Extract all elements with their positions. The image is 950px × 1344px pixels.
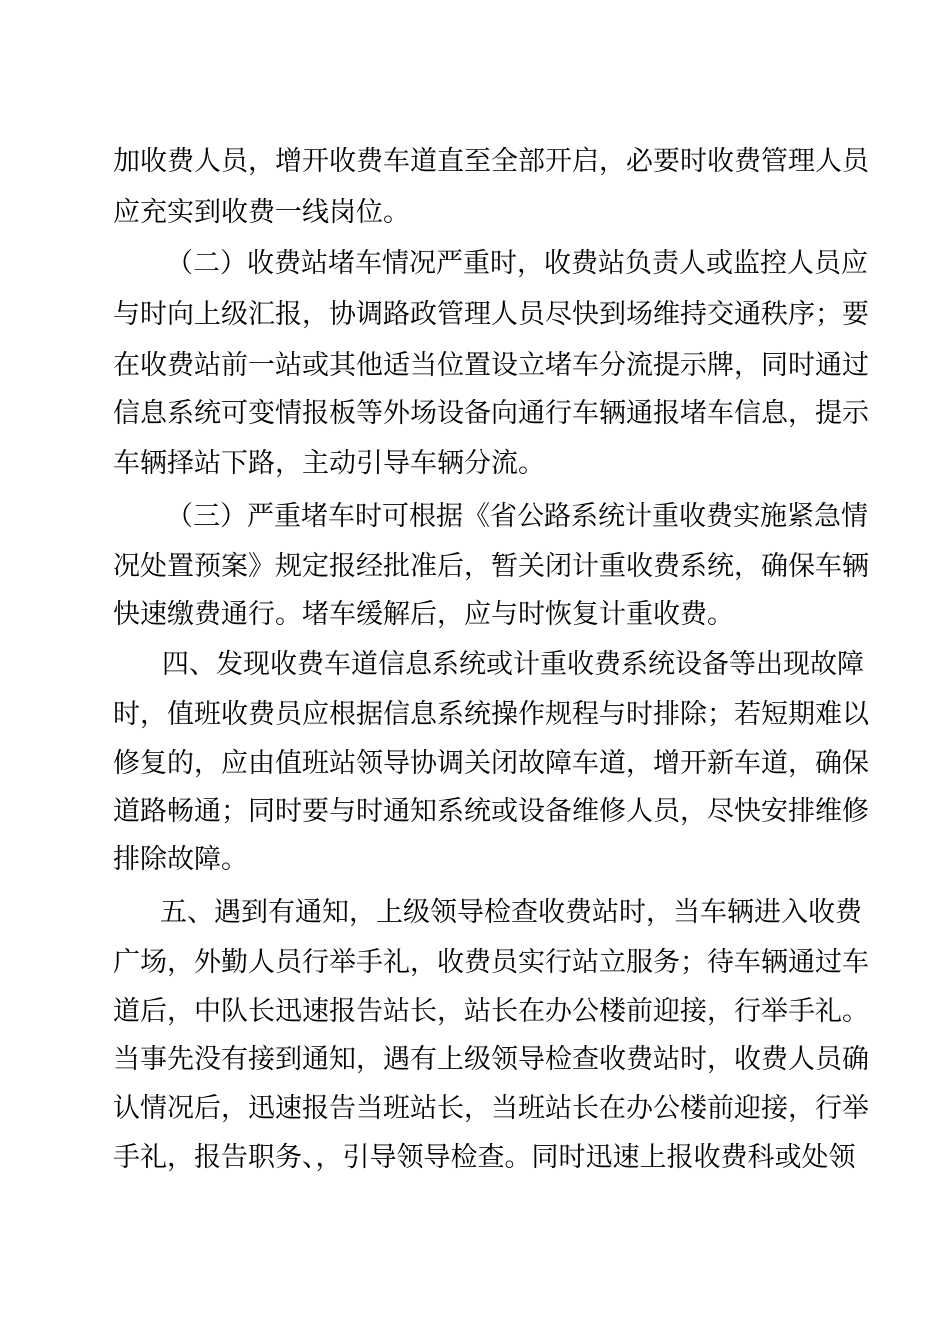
text-line: 况处置预案》规定报经批准后，暂关闭计重收费系统，确保车辆 bbox=[113, 551, 869, 582]
text-line: 道后，中队长迅速报告站长，站长在办公楼前迎接，行举手礼。 bbox=[113, 996, 869, 1027]
text-line: 认情况后，迅速报告当班站长，当班站长在办公楼前迎接，行举 bbox=[113, 1093, 869, 1124]
text-line: 广场，外勤人员行举手礼，收费员实行站立服务；待车辆通过车 bbox=[113, 947, 869, 978]
text-line: 与时向上级汇报，协调路政管理人员尽快到场维持交通秩序；要 bbox=[113, 299, 869, 330]
text-line: 加收费人员，增开收费车道直至全部开启，必要时收费管理人员 bbox=[113, 146, 869, 177]
text-line: 四、发现收费车道信息系统或计重收费系统设备等出现故障 bbox=[162, 649, 864, 680]
text-line: 应充实到收费一线岗位。 bbox=[113, 197, 410, 228]
text-line: （二）收费站堵车情况严重时，收费站负责人或监控人员应 bbox=[166, 248, 868, 279]
text-line: 快速缴费通行。堵车缓解后，应与时恢复计重收费。 bbox=[113, 599, 734, 630]
text-line: （三）严重堵车时可根据《省公路系统计重收费实施紧急情 bbox=[166, 501, 868, 532]
text-line: 五、遇到有通知，上级领导检查收费站时，当车辆进入收费 bbox=[160, 897, 862, 928]
text-line: 信息系统可变情报板等外场设备向通行车辆通报堵车信息，提示 bbox=[113, 398, 869, 429]
text-line: 时，值班收费员应根据信息系统操作规程与时排除；若短期难以 bbox=[113, 699, 869, 730]
text-line: 当事先没有接到通知，遇有上级领导检查收费站时，收费人员确 bbox=[113, 1044, 869, 1075]
text-line: 排除故障。 bbox=[113, 844, 248, 875]
text-line: 手礼，报告职务、，引导领导检查。同时迅速上报收费科或处领 bbox=[113, 1142, 856, 1173]
text-line: 在收费站前一站或其他适当位置设立堵车分流提示牌，同时通过 bbox=[113, 350, 869, 381]
text-line: 车辆择站下路，主动引导车辆分流。 bbox=[113, 448, 545, 479]
text-line: 修复的，应由值班站领导协调关闭故障车道，增开新车道，确保 bbox=[113, 748, 869, 779]
text-line: 道路畅通；同时要与时通知系统或设备维修人员，尽快安排维修 bbox=[113, 796, 869, 827]
